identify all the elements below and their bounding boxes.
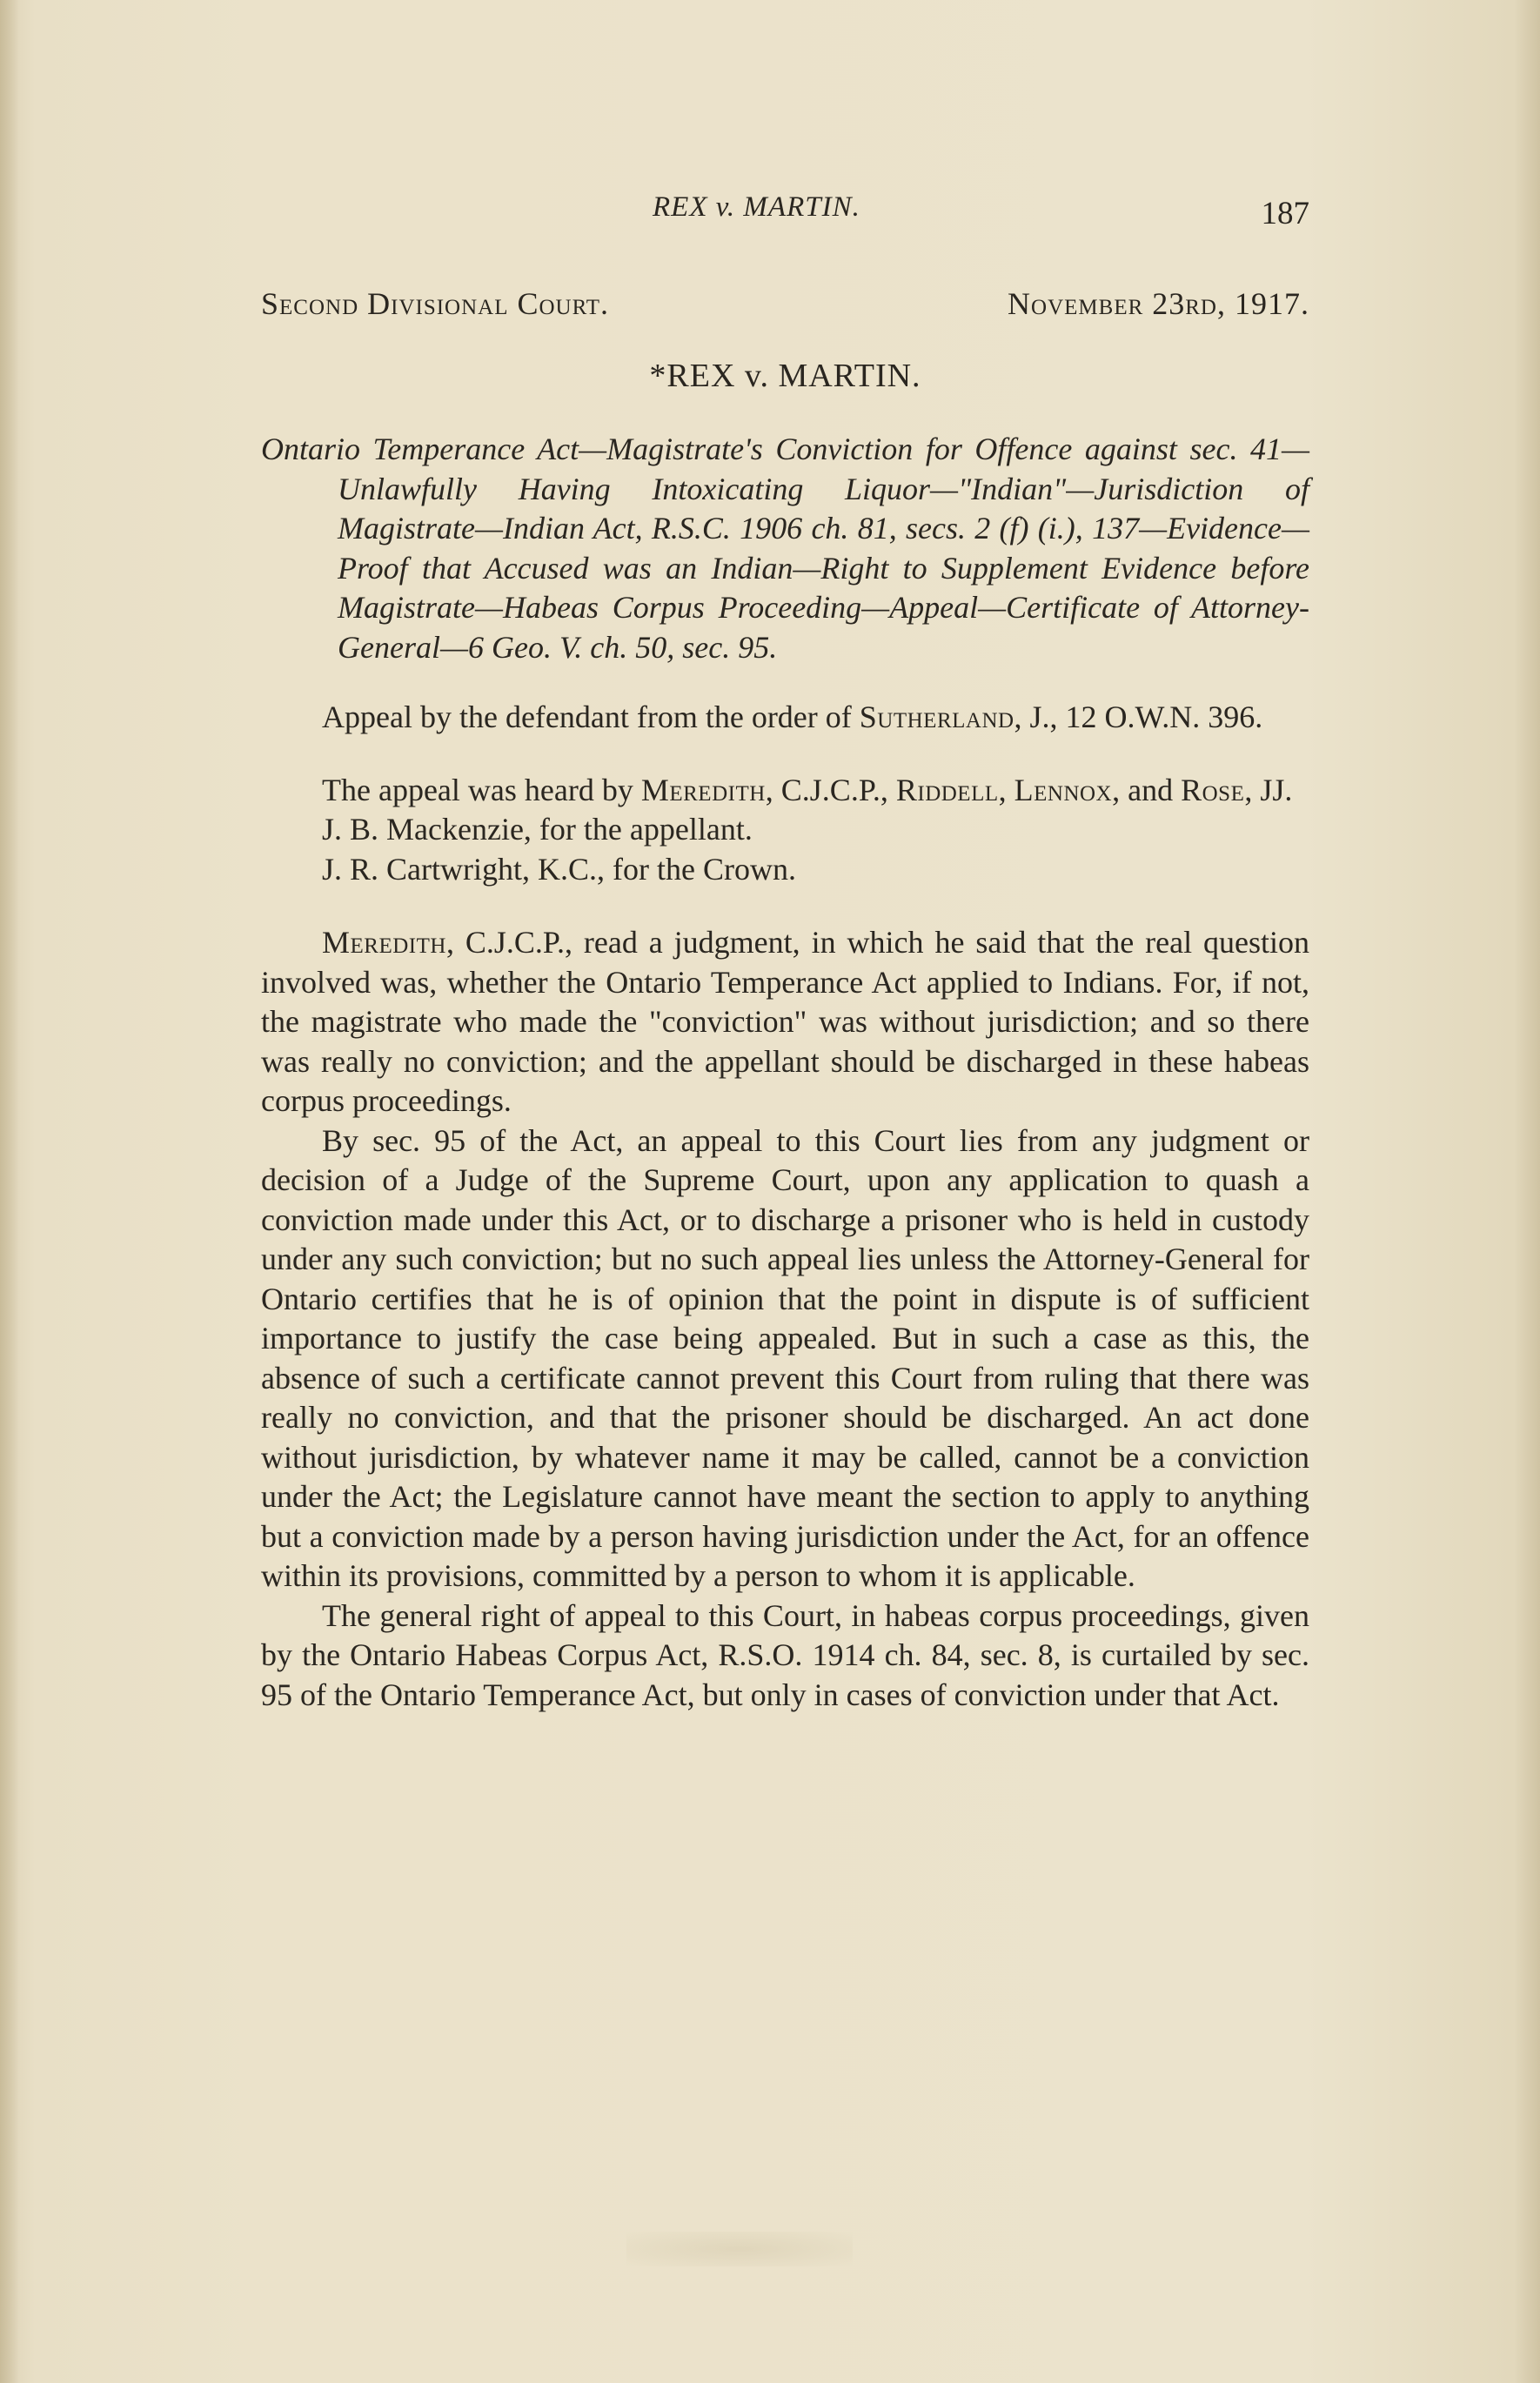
counsel-crown: J. R. Cartwright, K.C., for the Crown. [322,851,796,887]
heard-judge-4: Rose [1181,772,1245,807]
appeal-text-before: Appeal by the defendant from the order of [322,700,860,734]
running-title: REX v. MARTIN. [653,191,860,223]
headnote [261,430,1309,667]
heard-judge-3: Lennox [1014,772,1113,807]
heard-judge-2: Riddell [895,772,999,807]
heard-judge-1: Meredith [640,772,766,807]
gutter-shadow [0,0,19,2383]
headnote-first-line: Ontario Temperance Act—Magistrate's Conviction for Offence [261,432,1073,466]
judgment-paragraph-3: The general right of appeal to this Court, in habeas corpus proceedings, given by the Ontario Habeas Corpus Act, R.S.O. 1914 ch. 84, sec. 8, is curtailed by sec. 95 of the Ontario Temperance Act, but only in cases of conviction under that Act. [261,1597,1309,1712]
court-line [261,285,1309,322]
heard-text-3: , [998,772,1014,807]
court-name: Second Divisional Court. [261,286,610,321]
appeal-paragraph [261,698,1309,738]
heard-text-5: , JJ. [1244,772,1293,807]
heard-text-2: , C.J.C.P., [765,772,896,807]
paper-stain [626,2232,853,2266]
judgment-paragraph-2: By sec. 95 of the Act, an appeal to this Court lies from any judgment or decision of a Judge of the Supreme Court, upon any application to quash a conviction made under this Act, or to discharge a prisoner who is held in custody under any such conviction; but no such appeal lies unless the Attorney-General for Ontario certifies that he is of opinion that the point in dispute is of sufficient importance to justify the case being appealed. But in such a case as this, the absence of such a certificate cannot prevent this Court from ruling that there was really no conviction, and that the prisoner should be discharged. An act done without jurisdiction, by whatever name it may be called, cannot be a conviction under the Act; the Legislature cannot have meant the section to apply to anything but a conviction made by a person having jurisdiction under the Act, for an offence within its provisions, committed by a person to whom it is applicable. [261,1122,1309,1593]
appeal-text-after: , J., 12 O.W.N. 396. [1014,700,1263,734]
judgment-judge: Meredith [322,925,446,960]
heard-paragraph [261,771,1309,811]
running-head [261,174,1309,231]
judgment-paragraph-1 [261,923,1309,1121]
page-number: 187 [1261,196,1309,231]
heard-text-4: , and [1112,772,1182,807]
appeal-judge: Sutherland [859,700,1014,734]
decision-date: November 23rd, 1917. [1008,286,1309,321]
headnote-rest: against sec. 41—Unlawfully Having Intoxicating Liquor—"Indian"—Jurisdiction of Magistrate—Indian Act, R.S.C. 1906 ch. 81, secs. 2 (f) (i.), 137—Evidence—Proof that Accused was an Indian—Right to Supplement Evidence before Magistrate—Habeas Corpus Proceeding—Appeal—Certificate of Attorney-General—6 Geo. V. ch. 50, sec. 95. [338,432,1310,665]
case-title: *REX v. MARTIN. [649,358,921,394]
text-block [261,174,1309,1715]
heard-text-1: The appeal was heard by [322,772,641,807]
judgment-para1-text: , C.J.C.P., read a judgment, in which he said that the real question involved was, whether the Ontario Temperance Act applied to Indians. For, if not, the magistrate who made the "conviction" was without jurisdiction; and so there was really no conviction; and the appellant should be discharged in these habeas corpus proceedings. [261,925,1309,1118]
counsel-appellant: J. B. Mackenzie, for the appellant. [322,812,753,847]
